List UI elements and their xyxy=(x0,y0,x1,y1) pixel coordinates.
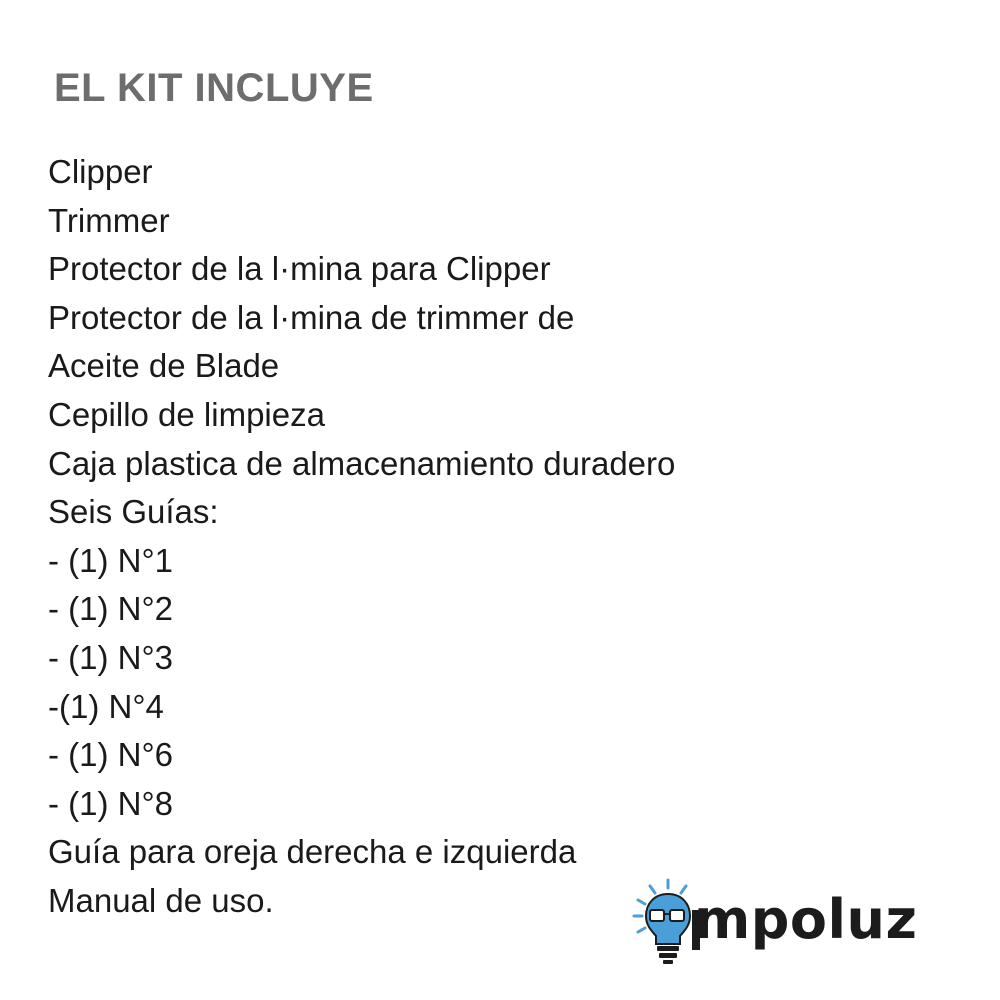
kit-heading: EL KIT INCLUYE xyxy=(54,66,374,110)
list-item: Manual de uso. xyxy=(48,881,274,919)
list-item: Clipper xyxy=(48,153,153,190)
logo-wordmark: mpoluz xyxy=(694,888,918,951)
kit-items-list xyxy=(48,148,675,926)
list-item: - (1) N°3 xyxy=(48,638,174,676)
list-item: - (1) N°6 xyxy=(48,736,174,774)
list-item: Caja plastica de almacenamiento duradero xyxy=(48,444,676,482)
impoluz-logo xyxy=(630,876,930,966)
list-item: Guía para oreja derecha e izquierda xyxy=(48,833,577,871)
list-item: Cepillo de limpieza xyxy=(48,395,325,433)
list-item: -(1) N°4 xyxy=(48,687,164,725)
list-item: Seis Guías: xyxy=(48,493,219,531)
list-item: - (1) N°1 xyxy=(48,541,174,579)
list-item: Protector de la l·mina para Clipper xyxy=(48,250,551,288)
list-item: - (1) N°8 xyxy=(48,784,174,822)
list-item: Trimmer xyxy=(48,201,170,239)
list-item: Aceite de Blade xyxy=(48,347,280,385)
list-item: Protector de la l·mina de trimmer de xyxy=(48,298,575,336)
list-item: - (1) N°2 xyxy=(48,590,174,628)
